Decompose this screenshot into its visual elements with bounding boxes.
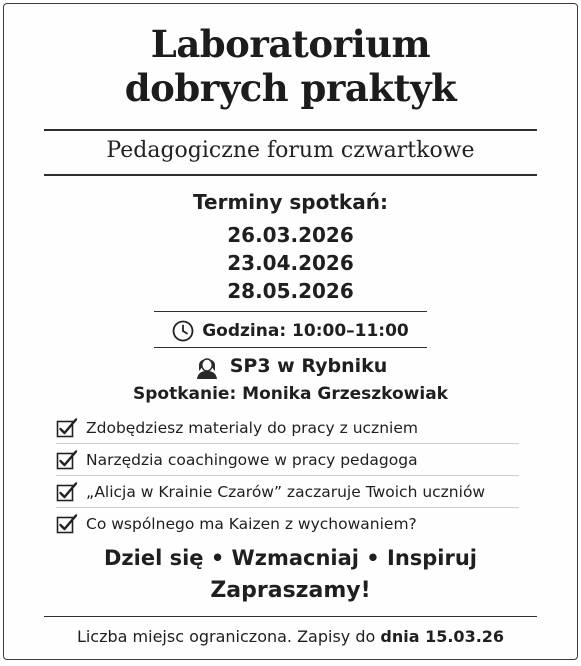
divider-subtitle-bottom [44,174,537,176]
date-item: 26.03.2026 [227,223,354,247]
list-item [56,444,519,476]
checkbox-check-icon [56,481,78,503]
title-line-1: Laboratorium [150,22,431,66]
footer-text: Liczba miejsc ograniczona. Zapisy do [76,627,381,646]
benefits-list [56,412,519,540]
divider-time-top [154,311,427,312]
footer-note [4,627,577,646]
checkbox-check-icon [56,417,78,439]
list-item-text: „Alicja w Krainie Czarów” zaczaruje Twoich uczniów [86,482,486,501]
list-item-text: Narzędzia coachingowe w pracy pedagoga [86,450,418,469]
title-line-2: dobrych praktyk [124,66,457,110]
date-item: 28.05.2026 [227,279,354,303]
place-row [4,353,577,379]
divider-footer [44,616,537,617]
divider-top [44,129,537,131]
list-item [56,476,519,508]
list-item [56,412,519,444]
person-icon [194,353,220,379]
meeting-time: Godzina: 10:00–11:00 [202,321,409,341]
time-row [4,320,577,342]
footer-deadline: dnia 15.03.26 [380,627,505,646]
checkbox-check-icon [56,449,78,471]
date-item: 23.04.2026 [227,251,354,275]
flyer [3,3,578,660]
subtitle: Pedagogiczne forum czwartkowe [106,138,475,163]
checkbox-check-icon [56,513,78,535]
terms-heading: Terminy spotkań: [193,190,388,214]
list-item-text: Zdobędziesz materialy do pracy z uczniem [86,418,418,437]
meeting-place: SP3 w Rybniku [229,355,388,377]
invitation: Zapraszamy! [210,578,371,603]
slogan: Dziel się • Wzmacniaj • Inspiruj [103,546,478,570]
list-item-text: Co wspólnego ma Kaizen z wychowaniem? [86,515,417,533]
clock-icon [172,320,194,342]
meeting-host: Spotkanie: Monika Grzeszkowiak [132,384,448,404]
divider-time-bottom [154,347,427,348]
flyer-title [4,22,577,110]
list-item [56,508,519,540]
